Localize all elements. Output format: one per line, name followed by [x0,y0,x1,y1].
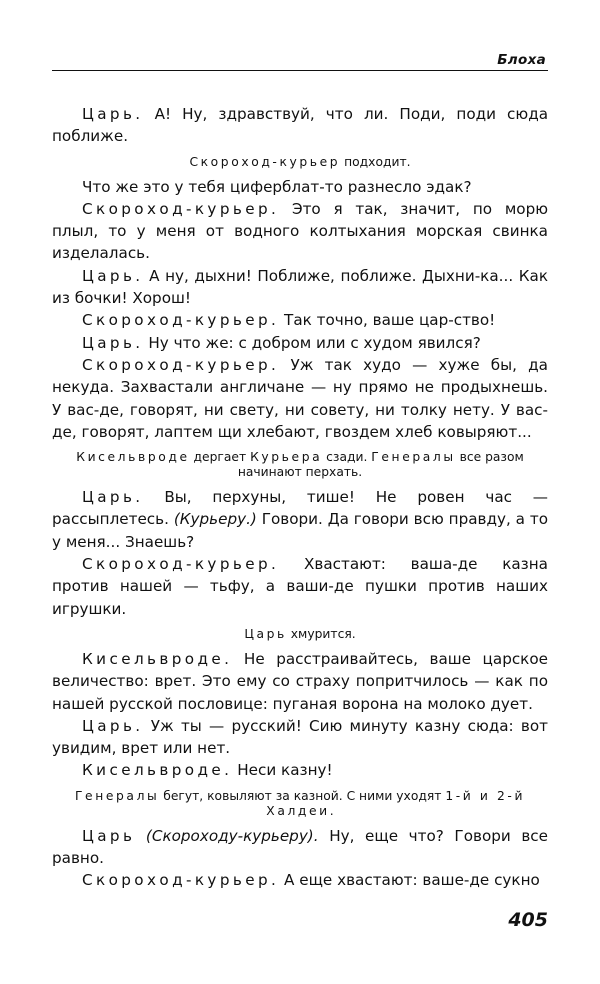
speech-line [52,103,548,148]
direction-text: подходит. [340,154,411,169]
speaker-name: Царь [82,826,136,845]
speaker-name: Царь. [82,716,144,735]
stage-direction [52,450,548,480]
speaker-name: Кисельвроде. [82,649,233,668]
speaker-name: Кисельвроде. [82,761,233,780]
stage-direction [52,627,548,642]
speech-text: А ну, дыхни! Поближе, поближе. Дыхни-ка... Как из бочки! Хорош! [52,266,548,308]
speech-line [52,332,548,354]
speech-line [52,869,548,891]
speech-remark: (Курьеру.) [173,510,257,529]
speaker-name: Царь. [82,488,144,507]
speech-text: Говори. Да говори всю правду, а то у меня... Знаешь? [52,510,548,551]
direction-speaker: Генералы [74,788,160,803]
speaker-name: Скороход-курьер. [82,871,280,890]
speech-line [52,486,548,553]
speech-text: А! Ну, здравствуй, что ли. Поди, поди сюда поближе. [52,105,548,146]
speaker-name: Скороход-курьер. [82,355,280,374]
direction-text: хмурится. [286,626,356,641]
direction-text: все разом начинают перхать. [237,450,524,480]
direction-speaker: Курьера [250,450,323,465]
speaker-name: Царь. [82,333,144,352]
speech-line [52,354,548,443]
speech-line [52,176,548,198]
play-text [52,103,548,892]
speech-text: Не расстраивайтесь, ваше царское величество: врет. Это ему со страху попритчилось — как по нашей русской пословице: пуганая ворона на молоко дует. [52,649,548,713]
speech-remark: (Скороходу-курьеру). [135,826,319,845]
speech-line [52,553,548,620]
speaker-name: Царь. [82,266,144,285]
direction-speaker: 1-й и 2-й Халдеи [266,788,526,818]
speech-text: Ну что же: с добром или с худом явился? [143,333,481,352]
speaker-name: Скороход-курьер. [82,199,280,218]
speech-text: А еще хвастают: ваше-де сукно [279,871,540,890]
speech-text: Уж ты — русский! Сию минуту казну сюда: вот увидим, врет или нет. [52,716,548,758]
speech-text: Вы, перхуны, тише! Не ровен час — рассыплетесь. [52,488,548,529]
speech-text: Это я так, значит, по морю плыл, то у меня от водного колтыхания морская свинка изделалась. [52,199,548,263]
direction-text: дергает [189,450,251,465]
speech-line [52,715,548,760]
stage-direction [52,155,548,170]
speech-text: Уж так худо — хуже бы, да некуда. Захвастали англичане — ну прямо не продыхнешь. У вас-де, говорят, ни свету, ни совету, ни толку нету. У вас-де, говорят, лаптем щи хлебают, гвоздем хлеб ковыряют... [52,355,548,441]
speech-line [52,265,548,310]
running-title: Блоха [497,52,546,68]
direction-text: бегут, ковыляют за казной. С ними уходят [159,788,446,803]
direction-speaker: Кисельвроде [76,450,190,465]
speech-text: Так точно, ваше цар-ство! [279,311,496,330]
speech-line [52,198,548,265]
direction-text: сзади. [322,450,372,465]
direction-speaker: Царь [244,626,287,641]
speaker-name: Скороход-курьер. [82,555,280,574]
speech-line [52,825,548,870]
direction-speaker: Генералы [371,450,456,465]
page-number: 405 [508,909,548,931]
speech-text: Неси казну! [232,761,333,780]
direction-speaker: Скороход-курьер [189,154,341,169]
speech-text: Что же это у тебя циферблат-то разнесло эдак? [82,177,472,196]
speech-line [52,309,548,331]
speech-line [52,648,548,715]
direction-text: . [329,803,334,818]
speaker-name: Царь. [82,105,144,123]
speech-line [52,759,548,781]
speech-text: Ну, еще что? Говори все равно. [52,826,549,868]
running-header [52,46,548,71]
stage-direction [52,789,548,819]
speaker-name: Скороход-курьер. [82,311,280,330]
speech-text: Хвастают: ваша-де казна против нашей — тьфу, а ваши-де пушки против наших игрушки. [52,555,548,618]
